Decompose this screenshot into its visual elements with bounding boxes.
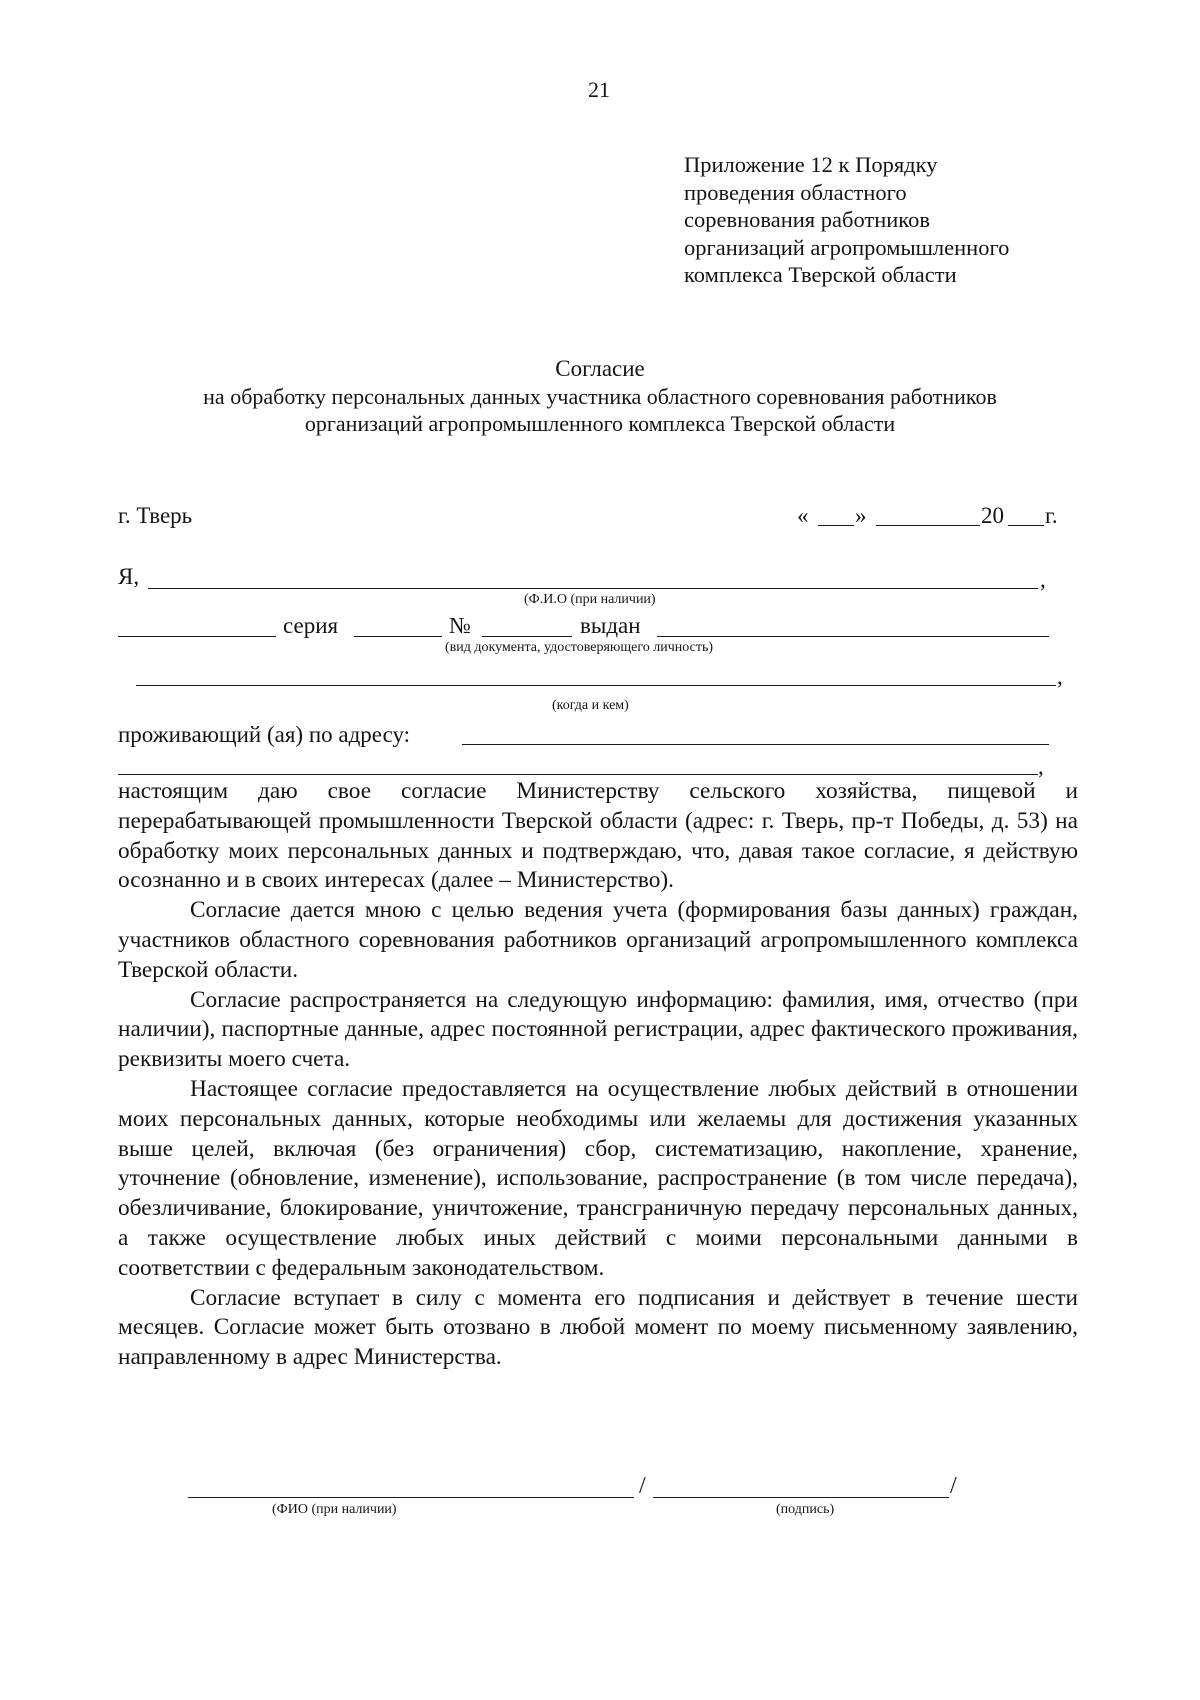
number-field[interactable]	[482, 636, 572, 637]
appendix-line: Приложение 12 к Порядку	[684, 152, 938, 177]
appendix-line: проведения областного	[684, 179, 907, 205]
appendix-line: соревнования работников	[684, 207, 930, 233]
fio-field[interactable]	[148, 588, 1038, 589]
date-year-prefix: 20	[981, 503, 1004, 528]
date-month-field[interactable]	[876, 525, 980, 526]
signature-sign-field[interactable]	[653, 1497, 949, 1498]
signature-sign-caption: (подпись)	[776, 1502, 835, 1517]
consent-paragraph: Согласие вступает в силу с момента его подписания и действует в течение шести месяцев. Согласие может быть отозвано в любой момент по моему письменному заявлению, направленному в адрес Министерства.	[118, 1284, 1078, 1371]
address-field[interactable]	[462, 744, 1049, 745]
page-number: 21	[588, 77, 610, 102]
date-day-field[interactable]	[818, 525, 854, 526]
i-label: Я,	[118, 564, 140, 589]
issued-when-caption: (когда и кем)	[552, 698, 629, 713]
number-label: №	[449, 613, 471, 638]
fio-comma: ,	[1040, 567, 1046, 592]
document-type-field[interactable]	[118, 636, 276, 637]
consent-paragraph: Согласие дается мною с целью ведения учета (формирования базы данных) граждан, участников областного соревнования работников организаций агропромышленного комплекса Тверской области.	[118, 897, 1078, 983]
issued-field[interactable]	[657, 636, 1049, 637]
issued-when-field[interactable]	[136, 685, 1056, 686]
document-subtitle-line1: на обработку персональных данных участника областного соревнования работников	[203, 384, 997, 409]
signature-separator-right: /	[950, 1473, 957, 1499]
issued-label: выдан	[580, 613, 641, 638]
appendix-line: организаций агропромышленного	[684, 234, 1010, 260]
date-year-suffix: г.	[1045, 503, 1058, 528]
date-open-quote: «	[797, 503, 809, 528]
consent-paragraph: Настоящее согласие предоставляется на осуществление любых действий в отношении моих персональных данных, которые необходимы или желаемы для достижения указанных выше целей, включая (без ограничения) сбор, систематизацию, накопление, хранение, уточнение (обновление, изменение), использование, распространение (в том числе передача), обезличивание, блокирование, уничтожение, трансграничную передачу персональных данных, а также осуществление любых иных действий с моими персональными данными в соответствии с федеральным законодательством.	[118, 1075, 1078, 1281]
appendix-line: комплекса Тверской области	[684, 262, 957, 288]
consent-body	[118, 777, 1078, 1373]
fio-caption: (Ф.И.О (при наличии)	[524, 592, 656, 607]
document-title: Согласие	[555, 356, 645, 381]
place-label: г. Тверь	[118, 503, 193, 528]
series-label: серия	[283, 613, 339, 638]
consent-paragraph: Согласие распространяется на следующую информацию: фамилия, имя, отчество (при наличии), паспортные данные, адрес постоянной регистрации, адрес фактического проживания, реквизиты моего счета.	[118, 986, 1078, 1073]
issued-when-comma: ,	[1057, 664, 1063, 689]
document-type-caption: (вид документа, удостоверяющего личность)	[445, 640, 714, 655]
document-subtitle-line2: организаций агропромышленного комплекса Тверской области	[304, 411, 896, 436]
date-year-field[interactable]	[1008, 525, 1044, 526]
address-label: проживающий (ая) по адресу:	[118, 722, 411, 747]
signature-fio-field[interactable]	[188, 1497, 634, 1498]
signature-separator-left: /	[639, 1473, 646, 1499]
signature-fio-caption: (ФИО (при наличии)	[272, 1502, 397, 1517]
date-close-quote: »	[855, 503, 867, 528]
consent-paragraph: настоящим даю свое согласие Министерству сельского хозяйства, пищевой и перерабатывающей промышленности Тверской области (адрес: г. Тверь, пр-т Победы, д. 53) на обработку моих персональных данных и подтверждаю, что, давая такое согласие, я действую осознанно и в своих интересах (далее – Министерство).	[118, 778, 1078, 894]
appendix-block	[684, 151, 1009, 289]
series-field[interactable]	[354, 636, 442, 637]
address-comma: ,	[1038, 754, 1044, 779]
address-field-continued[interactable]	[118, 774, 1038, 775]
